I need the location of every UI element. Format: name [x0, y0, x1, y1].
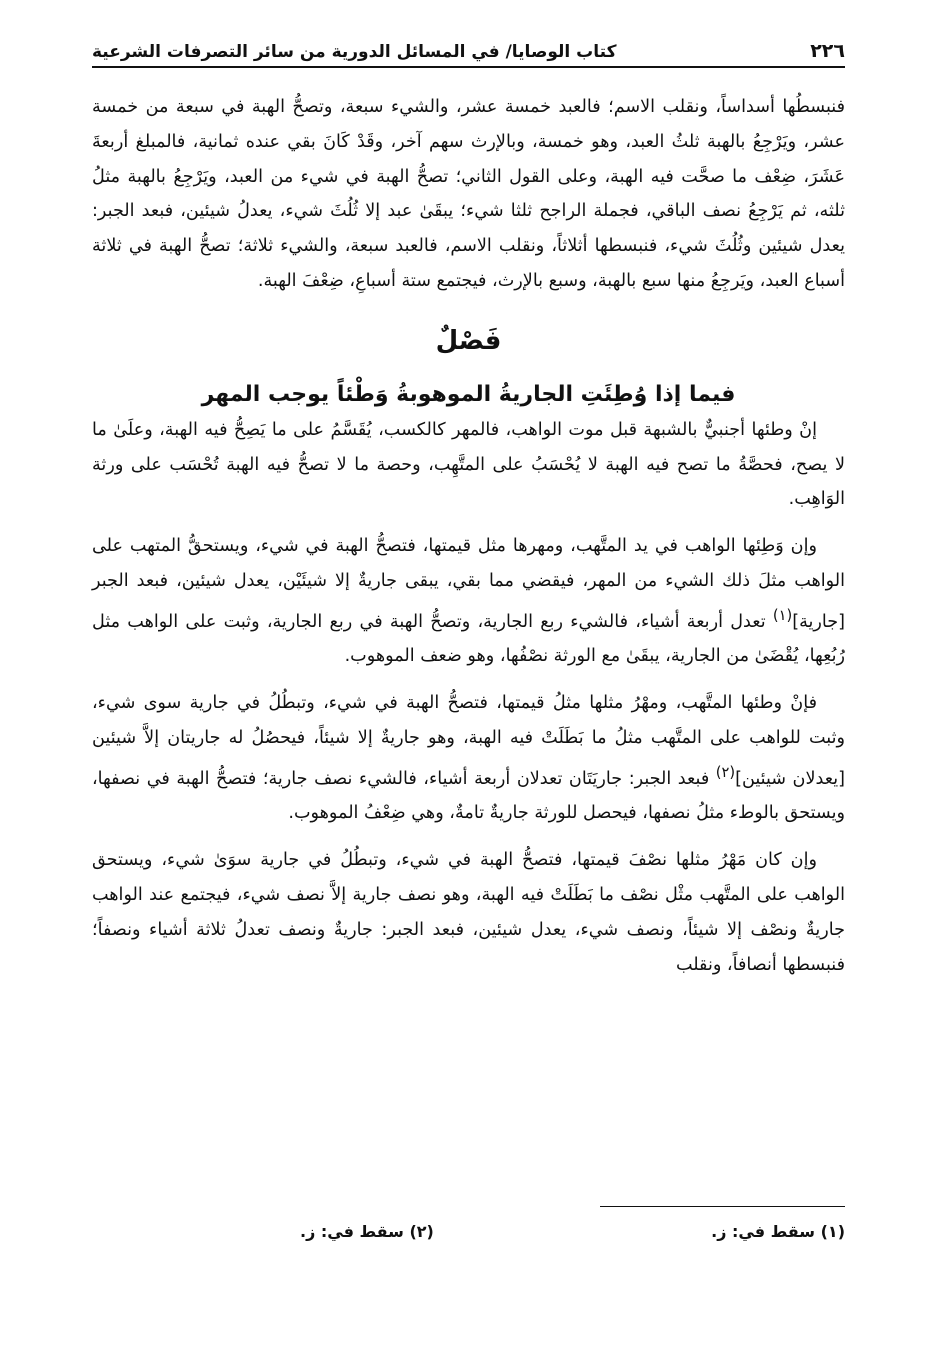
section-heading: فَصْلٌ [435, 325, 502, 356]
paragraph-1: فنبسطُها أسداساً، ونقلب الاسم؛ فالعبد خمسة عشر، والشيء سبعة، وتصحُّ الهبة في سبعة من خمسة عشر، ويَرْجِعُ بالهبة ثلثُ العبد، وهو خمسة، وبالإرث سهم آخر، وقَدْ كَانَ بقي عنده ثمانية، فالمبلغ أربعةَ عَشَرَ، ضِعْف ما صحَّت فيه الهبة، وعلى القول الثاني؛ تصحُّ الهبة في شيء من العبد، ويَرْجِعُ بالهبة مثلُ ثلثه، ثم يَرْجِعُ نصف الباقي، فجملة الراجح ثلثا شيء؛ يبقَىٰ عبد إلا ثُلُثَ شيء، يعدلُ شيئين، فبعد الجبر: يعدل شيئين وثُلُثَ شيء، فنبسطها أثلاثاً، ونقلب الاسم، فالعبد سبعة، والشيء ثلاثة؛ تصحُّ الهبة في ثلاثة أسباع العبد، ويَرجِعُ منها سبع بالهبة، وسبع بالإرث، فيجتمع ستة أسباعِ، ضِعْفَ الهبة. [92, 97, 845, 291]
section-title: فيما إذا وُطِئَتِ الجاريةُ الموهوبةُ وَطْئاً يوجب المهر [201, 381, 736, 407]
running-title: كتاب الوصايا/ في المسائل الدورية من سائر التصرفات الشرعية [92, 42, 617, 62]
footnote-ref-1: (١) [772, 606, 793, 624]
paragraph-4 [92, 686, 845, 831]
paragraph-2: إنْ وطئها أجنبيٌّ بالشبهة قبل موت الواهب، فالمهر كالكسب، يُقَسَّمُ على ما يَصِحُّ فيه الهبة، وعلَىٰ ما لا يصح، فحصَّةُ ما تصح فيه الهبة لا يُحْسَبُ على المتَّهِب، وحصة ما لا تصحُّ فيه الهبة تُحْسَب على ورثة الوَاهِب. [92, 419, 845, 510]
paragraph-4-part-b: فبعد الجبر: جاريَتَان تعدلان أربعة أشياء، فالشيء نصف جارية؛ فتصحُّ الهبة في نصفها، ويستحق بالوطء مثلُ نصفها، فيحصل للورثة جاريةٌ تامةٌ، وهي ضِعْفُ الموهوب. [92, 768, 845, 824]
paragraph-3-part-a: وإن وَطِئها الواهب في يد المتَّهب، ومهرها مثل قيمتها، فتصحُّ الهبة في شيء، ويستحقُّ المتهب على الواهب مثلَ ذلك الشيء من المهر، فيقضي مما بقي، يبقى جاريةٌ إلا شيئَيْن، يعدل شيئين، فبعد الجبر [جارية] [92, 536, 845, 632]
paragraph-3 [92, 529, 845, 674]
paragraph-4-part-a: فإنْ وطئها المتَّهب، ومهْرُ مثلها مثلُ قيمتها، فتصحُّ الهبة في شيء، وتبطُلُ في جارية سوى شيء، وثبت للواهب على المتَّهب مثلُ ما بَطَلَتْ فيه الهبة، وهو جاريةٌ إلا شيئاً، فيحصُلُ له جاريتان إلاَّ شيئين [يعدلان شيئين] [92, 693, 845, 789]
footnote-ref-2: (٢) [715, 763, 736, 781]
paragraph-5: وإن كان مَهْرُ مثلها نصْفَ قيمتها، فتصحُّ الهبة في شيء، وتبطُلُ في جارية سوَىٰ شيء، ويستحق الواهب على المتَّهب مثْل نصْف ما بَطَلَتْ فيه الهبة، وهو نصف جارية إلاَّ نصف شيء، فيجتمع عند الواهب جاريةٌ ونصْف إلا شيئاً، ونصف شيء، يعدل شيئين، فبعد الجبر: جاريةٌ ونصف تعدلُ ثلاثة أشياء ونصفاً؛ فنبسطها أنصافاً، ونقلب [92, 850, 845, 975]
running-header [92, 28, 845, 68]
page-number: ٢٢٦ [810, 40, 845, 62]
book-page [92, 28, 845, 982]
footnote-separator [600, 1206, 845, 1207]
footnote-1: (١) سقط في: ز. [711, 1222, 845, 1241]
footnote-2: (٢) سقط في: ز. [300, 1222, 434, 1241]
paragraph-3-part-b: تعدل أربعة أشياء، فالشيء ربع الجارية، وتصحُّ الهبة في ربع الجارية، وثبت على الواهب مثل رُبُعِها، يُقْضَىٰ من الجارية، يبقَىٰ مع الورثة نصْفُها، وهو ضعف الموهوب. [92, 611, 845, 667]
main-text [92, 90, 845, 982]
footnotes [300, 1222, 845, 1241]
